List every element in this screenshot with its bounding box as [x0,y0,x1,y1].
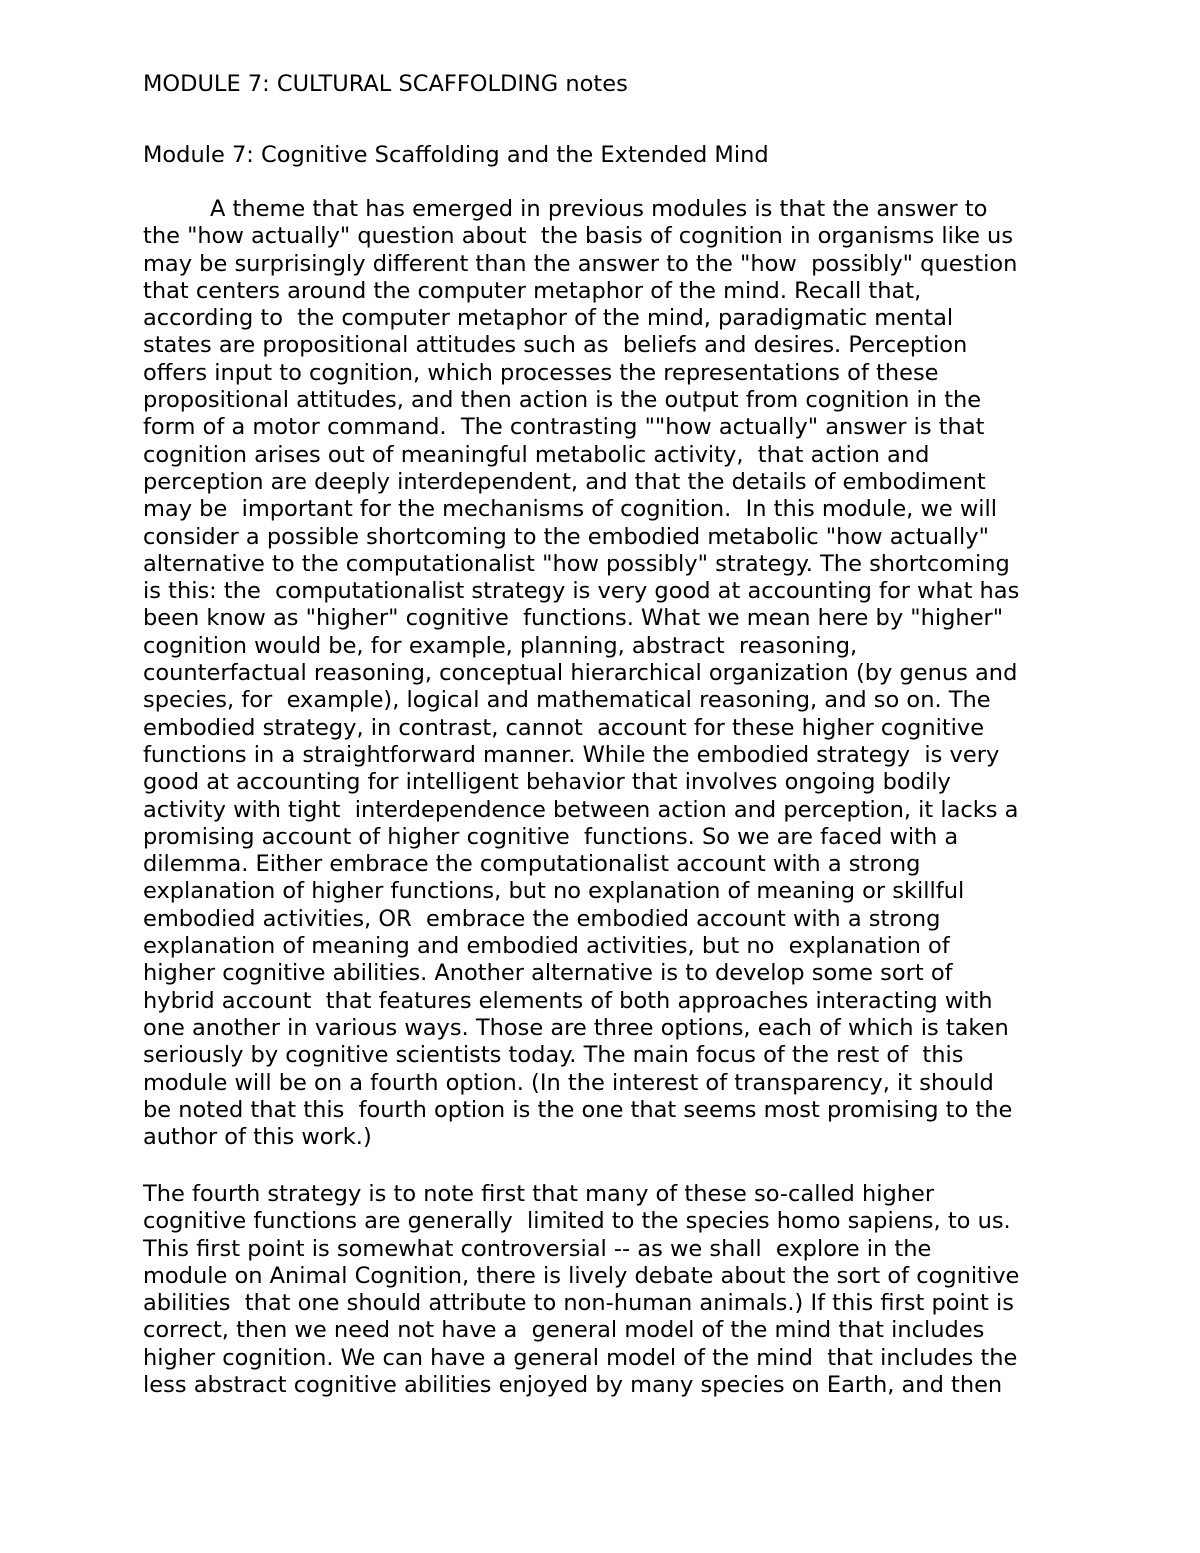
paragraph-line: correct, then we need not have a general model of the mind that includes [143,1317,985,1344]
paragraph-line: higher cognition. We can have a general model of the mind that includes the [143,1344,1018,1371]
document-title: Module 7: Cognitive Scaffolding and the Extended Mind [143,142,769,168]
paragraph-line: according to the computer metaphor of the mind, paradigmatic mental [143,305,954,332]
paragraph-1 [143,196,1103,1151]
document-header: MODULE 7: CULTURAL SCAFFOLDING notes [143,71,628,97]
paragraph-line: module will be on a fourth option. (In the interest of transparency, it should [143,1069,994,1096]
paragraph-line: dilemma. Either embrace the computationalist account with a strong [143,851,921,878]
paragraph-line: explanation of higher functions, but no explanation of meaning or skillful [143,878,965,905]
paragraph-line: functions in a straightforward manner. While the embodied strategy is very [143,741,1000,768]
paragraph-line: module on Animal Cognition, there is lively debate about the sort of cognitive [143,1262,1020,1289]
paragraph-line: promising account of higher cognitive functions. So we are faced with a [143,823,959,850]
paragraph-line: species, for example), logical and mathematical reasoning, and so on. The [143,687,991,714]
paragraph-line: form of a motor command. The contrasting ""how actually" answer is that [143,414,985,441]
paragraph-line: explanation of meaning and embodied activities, but no explanation of [143,933,950,960]
paragraph-line: cognition arises out of meaningful metabolic activity, that action and [143,441,930,468]
paragraph-line: one another in various ways. Those are three options, each of which is taken [143,1014,1009,1041]
paragraph-line: may be surprisingly different than the answer to the "how possibly" question [143,250,1018,277]
paragraph-line: be noted that this fourth option is the one that seems most promising to the [143,1096,1013,1123]
paragraph-line: propositional attitudes, and then action is the output from cognition in the [143,387,982,414]
paragraph-line: counterfactual reasoning, conceptual hierarchical organization (by genus and [143,660,1018,687]
paragraph-line: abilities that one should attribute to non-human animals.) If this first point is [143,1290,1015,1317]
paragraph-line: been know as "higher" cognitive functions. What we mean here by "higher" [143,605,1004,632]
paragraph-line: author of this work.) [143,1124,372,1151]
paragraph-2 [143,1181,1103,1399]
paragraph-line: activity with tight interdependence between action and perception, it lacks a [143,796,1019,823]
paragraph-line: cognition would be, for example, planning, abstract reasoning, [143,632,858,659]
paragraph-line: consider a possible shortcoming to the embodied metabolic "how actually" [143,523,989,550]
paragraph-line: the "how actually" question about the basis of cognition in organisms like us [143,223,1014,250]
paragraph-line: A theme that has emerged in previous modules is that the answer to [210,196,988,222]
paragraph-line: perception are deeply interdependent, and that the details of embodiment [143,468,986,495]
paragraph-line: This first point is somewhat controversial -- as we shall explore in the [143,1235,932,1262]
paragraph-line: good at accounting for intelligent behavior that involves ongoing bodily [143,769,951,796]
paragraph-line: alternative to the computationalist "how possibly" strategy. The shortcoming [143,550,1010,577]
paragraph-line: embodied strategy, in contrast, cannot account for these higher cognitive [143,714,985,741]
paragraph-line: that centers around the computer metaphor of the mind. Recall that, [143,277,922,304]
paragraph-line: less abstract cognitive abilities enjoyed by many species on Earth, and then [143,1372,1003,1399]
paragraph-line: is this: the computationalist strategy is very good at accounting for what has [143,578,1020,605]
paragraph-line: may be important for the mechanisms of cognition. In this module, we will [143,496,998,523]
paragraph-line: seriously by cognitive scientists today. The main focus of the rest of this [143,1042,964,1069]
paragraph-line: states are propositional attitudes such as beliefs and desires. Perception [143,332,968,359]
paragraph-line: higher cognitive abilities. Another alternative is to develop some sort of [143,960,953,987]
paragraph-line: hybrid account that features elements of both approaches interacting with [143,987,993,1014]
paragraph-line: The fourth strategy is to note first that many of these so-called higher [143,1181,935,1207]
paragraph-line: offers input to cognition, which processes the representations of these [143,359,939,386]
paragraph-line: cognitive functions are generally limited to the species homo sapiens, to us. [143,1208,1011,1235]
paragraph-line: embodied activities, OR embrace the embodied account with a strong [143,905,941,932]
